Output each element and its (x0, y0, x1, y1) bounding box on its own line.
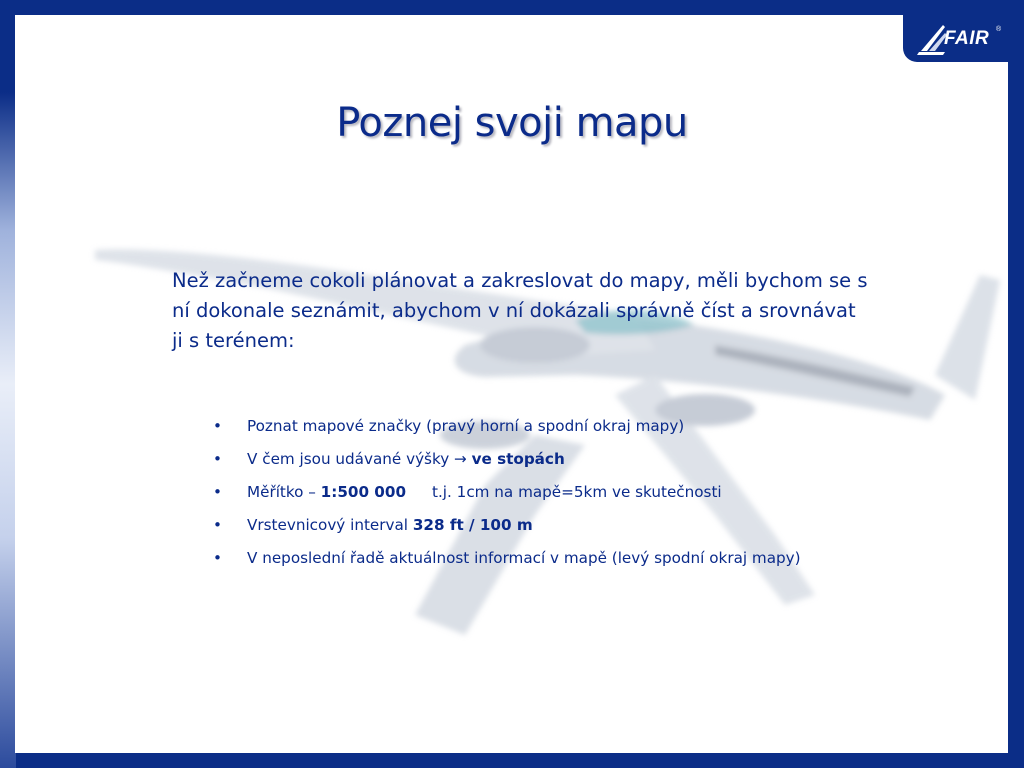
bullet-text: V neposlední řadě aktuálnost informací v mapě (levý spodní okraj mapy) (247, 549, 801, 567)
list-item (213, 476, 801, 509)
bullet-dot: • (213, 549, 222, 567)
slide-title: Poznej svoji mapu (336, 100, 688, 146)
list-item (213, 509, 801, 542)
bullet-dot: • (213, 516, 222, 534)
bullet-after-text: t.j. 1cm na mapě=5km ve skutečnosti (432, 483, 722, 501)
logo-registered-mark: ® (996, 26, 1002, 33)
list-item (213, 542, 801, 575)
bullet-dot: • (213, 450, 222, 468)
bullet-list (213, 410, 801, 575)
bullet-bold-text: 328 ft / 100 m (412, 516, 533, 534)
bullet-text: Poznat mapové značky (pravý horní a spodní okraj mapy) (247, 417, 685, 435)
list-item (213, 443, 801, 476)
intro-paragraph: Než začneme cokoli plánovat a zakreslovat do mapy, měli bychom se s ní dokonale seznámit, abychom v ní dokázali správně číst a srovnávat ji s terénem: (172, 269, 868, 352)
bullet-text: V čem jsou udávané výšky → (247, 450, 472, 468)
bullet-text: Měřítko – (247, 483, 321, 501)
bullet-bold-text: 1:500 000 (320, 483, 407, 501)
logo-text: FAIR (944, 28, 990, 49)
list-item (213, 410, 801, 443)
bullet-bold-text: ve stopách (471, 450, 565, 468)
bullet-dot: • (213, 483, 222, 501)
fair-logo (903, 15, 1008, 62)
bullet-dot: • (213, 417, 222, 435)
bullet-text: Vrstevnicový interval (247, 516, 413, 534)
